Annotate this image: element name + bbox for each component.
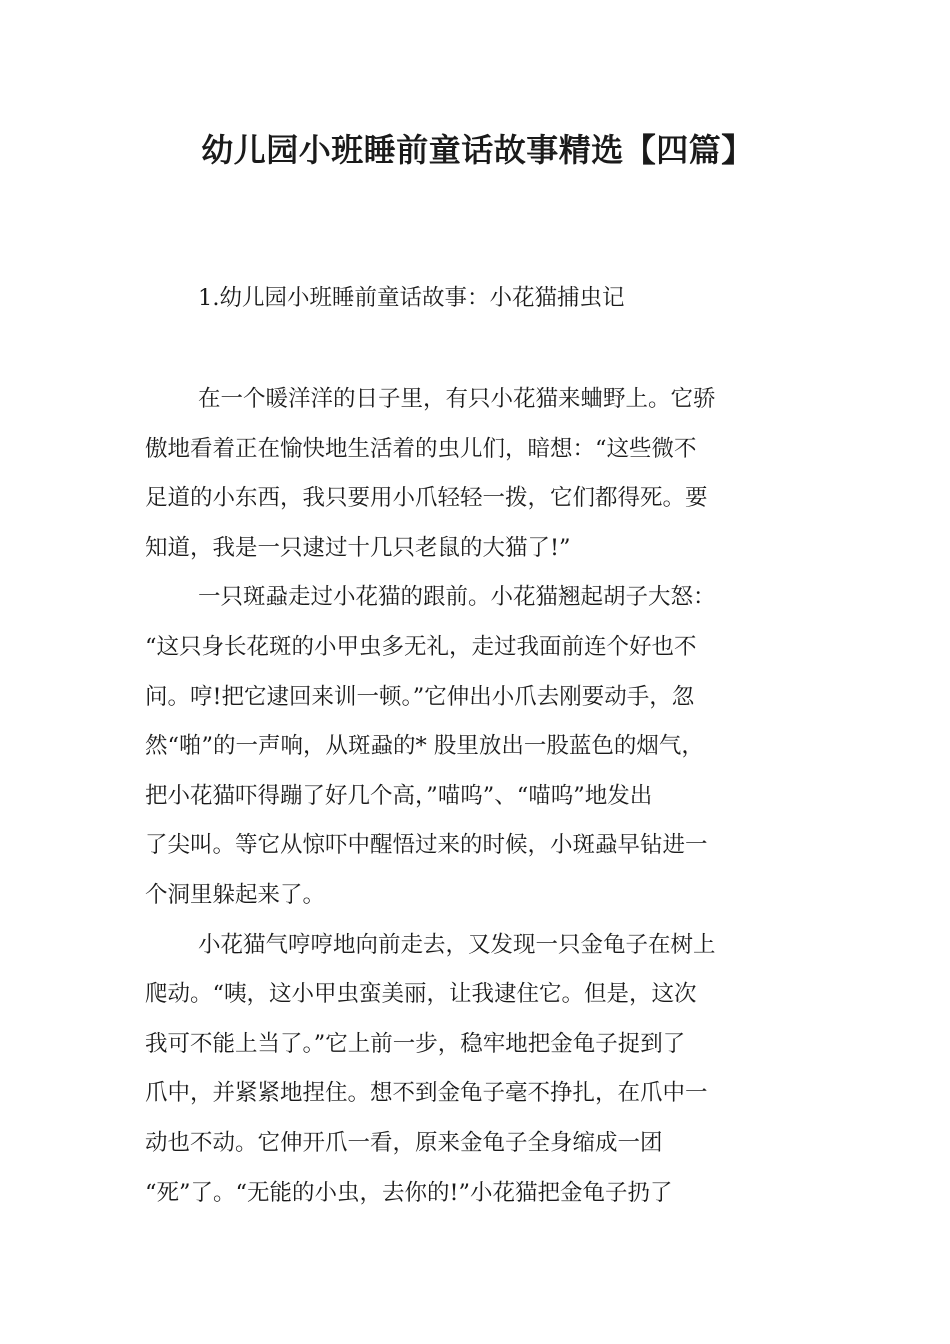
paragraph-line: 我可不能上当了。”它上前一步，稳牢地把金龟子捉到了 [145, 1030, 686, 1057]
paragraph-line: 把小花猫吓得蹦了好几个高，”喵呜”、“喵呜”地发出 [145, 782, 653, 809]
paragraph-line: 爬动。“咦，这小甲虫蛮美丽，让我逮住它。但是，这次 [145, 981, 697, 1008]
paragraph-2 [145, 573, 815, 920]
paragraph-line: 爪中，并紧紧地捏住。想不到金龟子毫不挣扎，在爪中一 [145, 1080, 708, 1107]
document-title: 幼儿园小班睡前童话故事精选【四篇】 [201, 131, 754, 169]
paragraph-line: 问。哼!把它逮回来训一顿。”它伸出小爪去刚要动手，忽 [145, 683, 695, 710]
paragraph-1 [145, 375, 815, 573]
paragraph-3 [145, 921, 815, 1219]
paragraph-line: 小花猫气哼哼地向前走去，又发现一只金龟子在树上 [198, 931, 716, 958]
paragraph-line: 傲地看着正在愉快地生活着的虫儿们，暗想：“这些微不 [145, 435, 697, 462]
paragraph-line: 知道，我是一只逮过十几只老鼠的大猫了!” [145, 534, 571, 561]
paragraph-line: 一只斑蝨走过小花猫的跟前。小花猫翘起胡子大怒： [198, 584, 716, 611]
section-heading: 1.幼儿园小班睡前童话故事：小花猫捕虫记 [198, 285, 625, 311]
paragraph-line: “这只身长花斑的小甲虫多无礼，走过我面前连个好也不 [145, 633, 697, 660]
story-body [145, 375, 815, 1218]
paragraph-line: 在一个暖洋洋的日子里，有只小花猫来蛐野上。它骄 [198, 386, 716, 412]
paragraph-line: 动也不动。它伸开爪一看，原来金龟子全身缩成一团 [145, 1129, 663, 1156]
paragraph-line: 然“啪”的一声响，从斑蝨的* 股里放出一股蓝色的烟气， [145, 733, 704, 760]
paragraph-line: 个洞里躲起来了。 [145, 881, 326, 908]
paragraph-line: “死”了。“无能的小虫，去你的!”小花猫把金龟子扔了 [145, 1179, 673, 1206]
paragraph-line: 了尖叫。等它从惊吓中醒悟过来的时候，小斑蝨早钻进一 [145, 832, 708, 859]
paragraph-line: 足道的小东西，我只要用小爪轻轻一拨，它们都得死。要 [145, 485, 708, 512]
